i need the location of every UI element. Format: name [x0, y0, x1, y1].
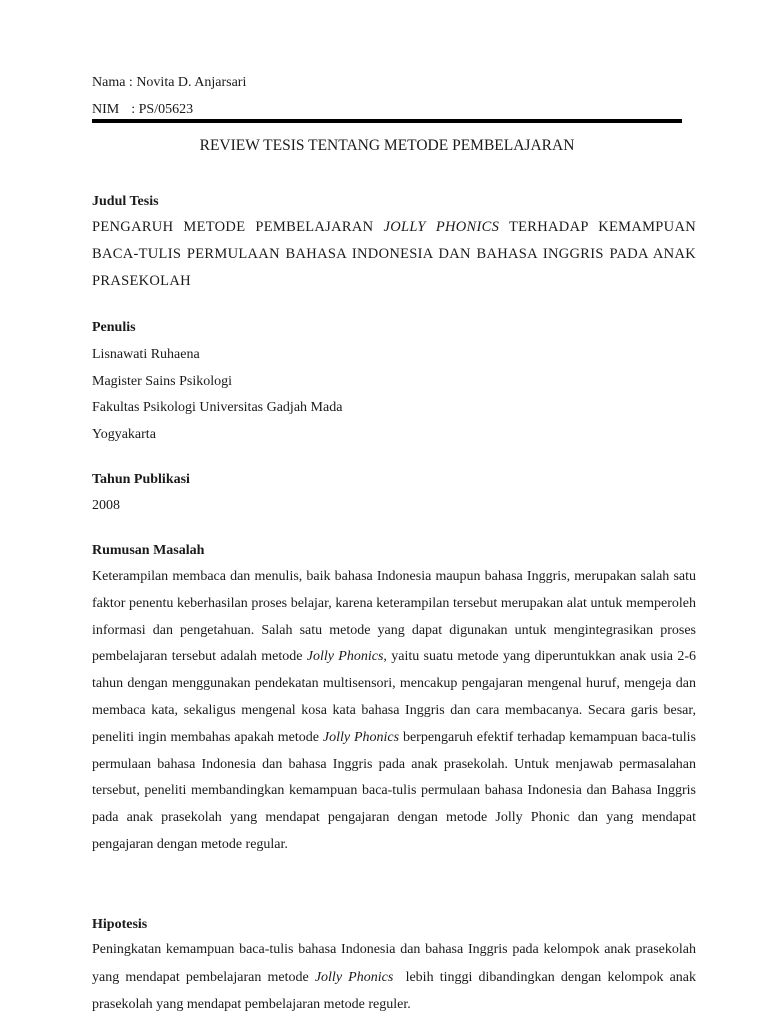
hipotesis-heading: Hipotesis [92, 917, 148, 932]
rumusan-italic: Jolly Phonics [306, 649, 384, 665]
judul-text [92, 214, 696, 294]
rumusan-italic: Jolly Phonics [322, 729, 400, 745]
tahun-value: 2008 [92, 498, 120, 513]
rumusan-text: Keterampilan membaca dan menulis, baik bahasa Indonesia maupun bahasa Inggris, merupakan salah satu faktor penentu keberhasilan proses belajar, karena keterampilan tersebut merupakan alat untuk memperoleh informasi dan pengetahuan. Salah satu metode yang dapat digunakan untuk mengintegrasikan proses pembelajaran tersebut adalah metode [92, 569, 696, 665]
penulis-name: Lisnawati Ruhaena [92, 347, 200, 362]
penulis-heading: Penulis [92, 320, 136, 335]
penulis-city: Yogyakarta [92, 427, 156, 442]
student-name: Nama : Novita D. Anjarsari [92, 75, 247, 90]
nim-label: NIM [92, 102, 120, 117]
judul-heading: Judul Tesis [92, 194, 159, 209]
header-rule [92, 119, 682, 123]
penulis-faculty: Fakultas Psikologi Universitas Gadjah Mada [92, 400, 343, 415]
hipotesis-text: Peningkatan kemampuan baca-tulis bahasa Indonesia dan bahasa Inggris pada kelompok anak prasekolah yang mendapat pembelajaran metode [92, 942, 696, 985]
rumusan-paragraph [92, 564, 696, 859]
hipotesis-paragraph [92, 936, 700, 1019]
rumusan-text: , yaitu suatu metode yang diperuntukkan anak usia 2-6 tahun dengan menggunakan pendekatan multisensori, mencakup pengajaran mengenal huruf, mengeja dan membaca kata, sekaligus mengenal kosa kata bahasa Inggris dan cara membacanya. Secara garis besar, peneliti ingin membahas apakah metode [92, 649, 696, 745]
judul-text-part: PENGARUH METODE PEMBELAJARAN [92, 219, 384, 235]
judul-text-part: TERHADAP KEMAMPUAN BACA-TULIS PERMULAAN BAHASA INDONESIA DAN BAHASA INGGRIS PADA ANAK PRASEKOLAH [92, 219, 696, 289]
hipotesis-italic: Jolly Phonics [314, 969, 394, 985]
penulis-program: Magister Sains Psikologi [92, 374, 233, 389]
rumusan-heading: Rumusan Masalah [92, 543, 205, 558]
rumusan-text: berpengaruh efektif terhadap kemampuan baca-tulis permulaan bahasa Indonesia dan bahasa Inggris pada anak prasekolah. Untuk menjawab permasalahan tersebut, peneliti membandingkan kemampuan baca-tulis permulaan bahasa Indonesia dan Bahasa Inggris pada anak prasekolah yang mendapat pengajaran dengan metode Jolly Phonic dan yang mendapat pengajaran dengan metode regular. [92, 729, 696, 852]
document-title: REVIEW TESIS TENTANG METODE PEMBELAJARAN [199, 137, 575, 154]
judul-italic: JOLLY PHONICS [383, 219, 500, 235]
student-nim [92, 101, 193, 119]
nim-value: : PS/05623 [131, 102, 194, 117]
hipotesis-text: lebih tinggi dibandingkan dengan kelompok anak prasekolah yang mendapat pembelajaran metode reguler. [92, 969, 700, 1012]
tahun-heading: Tahun Publikasi [92, 472, 190, 487]
